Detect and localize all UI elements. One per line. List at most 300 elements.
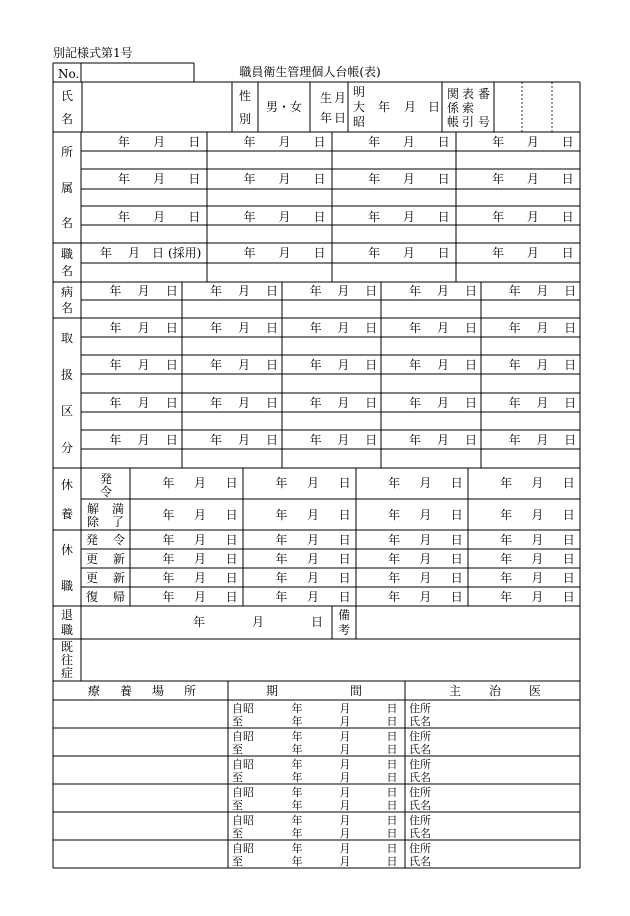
leave-date-day: 日	[338, 571, 351, 585]
no-label: No.	[58, 67, 80, 81]
disease-date-month: 月	[536, 284, 549, 298]
recuperation-date-month: 月	[194, 476, 207, 490]
leave-date-year: 年	[388, 552, 401, 566]
affiliation-date-day: 日	[437, 210, 450, 224]
handling-date-month: 月	[536, 396, 549, 410]
job-date-month: 月	[526, 246, 539, 260]
leave-date-year: 年	[388, 571, 401, 585]
handling-date-day: 日	[464, 396, 478, 410]
handling-date-year: 年	[209, 396, 223, 410]
index-label: 帳	[447, 115, 460, 129]
retirement-label: 退	[60, 608, 74, 623]
doctor-address-label: 住所	[409, 702, 431, 715]
recuperation-date-month: 月	[419, 508, 432, 522]
affiliation-date-month: 月	[278, 172, 291, 186]
disease-date-month: 月	[237, 284, 251, 298]
name-label: 氏	[60, 88, 74, 103]
period-month: 月	[339, 730, 351, 743]
disease-label: 病	[60, 285, 74, 299]
birth-year-unit: 年	[378, 100, 391, 114]
handling-date-month: 月	[237, 358, 251, 372]
leave-date-day: 日	[562, 571, 575, 585]
recuperation-date-month: 月	[531, 476, 544, 490]
period-to: 至	[232, 771, 243, 784]
period-month: 月	[339, 855, 351, 868]
job-date-year: 年	[99, 246, 113, 260]
doctor-address-label: 住所	[409, 786, 431, 799]
handling-date-day: 日	[365, 433, 378, 447]
job-date-day: 日	[313, 246, 326, 260]
disease-date-year: 年	[109, 284, 122, 298]
job-date-day: 日	[561, 246, 574, 260]
leave-date-year: 年	[275, 552, 288, 566]
period-year: 年	[291, 827, 303, 840]
period-year: 年	[291, 786, 303, 799]
leave-date-month: 月	[307, 552, 320, 566]
leave-date-day: 日	[450, 571, 463, 585]
leave-date-month: 月	[419, 590, 432, 604]
era-label: 大	[353, 100, 366, 114]
affiliation-date-year: 年	[492, 172, 505, 186]
bottom-header: 所	[183, 684, 197, 698]
leave-row-label: 発	[85, 533, 99, 547]
recuperation-date-day: 日	[562, 508, 575, 522]
affiliation-date-month: 月	[153, 172, 166, 186]
affiliation-date-year: 年	[117, 172, 130, 186]
handling-date-day: 日	[464, 321, 478, 335]
recuperation-label: 休	[60, 477, 74, 492]
period-month: 月	[339, 814, 351, 827]
affiliation-date-month: 月	[526, 172, 539, 186]
job-hire-label: (採用)	[168, 246, 202, 260]
handling-date-year: 年	[209, 433, 223, 447]
affiliation-date-month: 月	[402, 172, 415, 186]
job-date-month: 月	[278, 246, 291, 260]
job-date-year: 年	[243, 246, 256, 260]
bottom-header: 療	[87, 684, 101, 698]
handling-date-month: 月	[337, 358, 350, 372]
handling-date-year: 年	[508, 321, 521, 335]
handling-date-month: 月	[337, 396, 350, 410]
affiliation-date-day: 日	[188, 172, 201, 186]
handling-date-year: 年	[109, 433, 122, 447]
affiliation-date-day: 日	[188, 135, 201, 149]
period-to: 至	[232, 827, 243, 840]
disease-date-day: 日	[365, 284, 378, 298]
recuperation-date-year: 年	[162, 476, 175, 490]
job-label: 職	[60, 246, 74, 261]
leave-row-label: 新	[112, 552, 126, 566]
period-from: 自昭	[232, 786, 254, 799]
remarks-label: 備	[337, 608, 351, 623]
period-month: 月	[339, 786, 351, 799]
affiliation-date-day: 日	[437, 135, 450, 149]
affiliation-date-month: 月	[278, 135, 291, 149]
job-date-year: 年	[492, 246, 505, 260]
recuperation-date-day: 日	[225, 476, 238, 490]
handling-date-month: 月	[237, 396, 251, 410]
recuperation-date-day: 日	[450, 476, 463, 490]
history-label: 症	[60, 665, 74, 680]
handling-date-month: 月	[536, 433, 549, 447]
name-label: 名	[60, 111, 74, 126]
leave-date-month: 月	[194, 571, 207, 585]
handling-date-day: 日	[365, 321, 378, 335]
leave-date-month: 月	[307, 590, 320, 604]
period-to: 至	[232, 855, 243, 868]
leave-date-year: 年	[162, 552, 175, 566]
leave-date-year: 年	[162, 571, 175, 585]
handling-date-month: 月	[536, 358, 549, 372]
disease-date-year: 年	[508, 284, 521, 298]
leave-date-month: 月	[419, 533, 432, 547]
retirement-day: 日	[310, 615, 324, 629]
affiliation-date-day: 日	[313, 172, 326, 186]
leave-row-label: 復	[85, 590, 99, 604]
doctor-address-label: 住所	[409, 842, 431, 855]
leave-date-year: 年	[275, 533, 288, 547]
recuperation-date-day: 日	[338, 476, 351, 490]
index-label: 番	[478, 87, 491, 101]
index-label: 索	[462, 101, 475, 115]
handling-date-year: 年	[109, 358, 122, 372]
leave-date-day: 日	[450, 552, 463, 566]
leave-date-year: 年	[162, 590, 175, 604]
sex-value: 男・女	[265, 100, 303, 114]
leave-row-label: 令	[112, 533, 126, 547]
doctor-name-label: 氏名	[409, 799, 431, 812]
leave-row-label: 帰	[112, 590, 126, 604]
retirement-year: 年	[192, 615, 206, 629]
period-day: 日	[386, 702, 398, 715]
affiliation-date-year: 年	[243, 135, 256, 149]
doctor-name-label: 氏名	[409, 855, 431, 868]
affiliation-date-month: 月	[402, 135, 415, 149]
handling-date-year: 年	[508, 396, 521, 410]
disease-date-month: 月	[436, 284, 450, 298]
disease-date-day: 日	[564, 284, 577, 298]
period-day: 日	[386, 842, 398, 855]
leave-date-day: 日	[450, 590, 463, 604]
recuperation-release: 解	[86, 502, 100, 516]
leave-date-year: 年	[500, 552, 513, 566]
period-day: 日	[386, 799, 398, 812]
leave-date-year: 年	[500, 533, 513, 547]
doctor-address-label: 住所	[409, 758, 431, 771]
bottom-header: 主	[448, 684, 462, 698]
period-from: 自昭	[232, 702, 254, 715]
period-day: 日	[386, 827, 398, 840]
handling-date-year: 年	[408, 321, 422, 335]
recuperation-order: 令	[99, 485, 113, 499]
retirement-label: 職	[60, 622, 74, 637]
leave-date-day: 日	[562, 590, 575, 604]
leave-date-month: 月	[194, 533, 207, 547]
leave-date-day: 日	[225, 590, 238, 604]
handling-date-day: 日	[265, 396, 279, 410]
recuperation-date-year: 年	[500, 476, 513, 490]
bottom-header: 場	[151, 684, 165, 698]
period-from: 自昭	[232, 758, 254, 771]
handling-date-month: 月	[436, 433, 450, 447]
leave-date-day: 日	[338, 533, 351, 547]
handling-date-day: 日	[265, 433, 279, 447]
period-year: 年	[291, 758, 303, 771]
index-label: 号	[478, 115, 491, 129]
handling-date-day: 日	[165, 358, 178, 372]
handling-date-month: 月	[137, 433, 150, 447]
history-label: 既	[60, 640, 74, 655]
leave-date-year: 年	[162, 533, 175, 547]
affiliation-date-day: 日	[561, 210, 574, 224]
job-date-month: 月	[402, 246, 415, 260]
recuperation-date-year: 年	[388, 476, 401, 490]
index-label: 表	[462, 87, 475, 101]
leave-date-day: 日	[225, 571, 238, 585]
handling-label: 扱	[60, 367, 74, 382]
handling-date-year: 年	[309, 321, 322, 335]
leave-date-day: 日	[338, 590, 351, 604]
handling-date-month: 月	[237, 321, 251, 335]
period-from: 自昭	[232, 730, 254, 743]
disease-date-year: 年	[309, 284, 322, 298]
bottom-header: 間	[349, 684, 363, 698]
disease-date-year: 年	[209, 284, 223, 298]
handling-date-year: 年	[109, 321, 122, 335]
handling-date-day: 日	[265, 321, 279, 335]
job-label: 名	[60, 264, 74, 279]
period-from: 自昭	[232, 814, 254, 827]
leave-date-month: 月	[419, 552, 432, 566]
period-from: 自昭	[232, 842, 254, 855]
recuperation-date-month: 月	[307, 476, 320, 490]
disease-label: 名	[60, 301, 74, 315]
period-day: 日	[386, 758, 398, 771]
era-label: 明	[353, 85, 366, 99]
recuperation-date-month: 月	[307, 508, 320, 522]
recuperation-date-year: 年	[275, 508, 288, 522]
disease-date-day: 日	[265, 284, 279, 298]
job-date-year: 年	[368, 246, 381, 260]
period-month: 月	[339, 771, 351, 784]
affiliation-date-day: 日	[313, 210, 326, 224]
doctor-address-label: 住所	[409, 814, 431, 827]
history-label: 往	[60, 653, 74, 667]
job-date-month: 月	[127, 246, 141, 260]
recuperation-release: 除	[86, 515, 100, 529]
retirement-month: 月	[251, 615, 265, 629]
period-year: 年	[291, 771, 303, 784]
disease-date-day: 日	[165, 284, 178, 298]
affiliation-date-year: 年	[492, 135, 505, 149]
leave-date-month: 月	[531, 571, 544, 585]
affiliation-date-year: 年	[368, 135, 381, 149]
handling-date-year: 年	[408, 396, 422, 410]
handling-date-day: 日	[564, 433, 577, 447]
handling-date-month: 月	[436, 396, 450, 410]
handling-date-day: 日	[564, 396, 577, 410]
period-year: 年	[291, 842, 303, 855]
handling-date-day: 日	[464, 358, 478, 372]
affiliation-label: 属	[60, 180, 74, 195]
recuperation-release: 了	[111, 515, 125, 529]
handling-date-day: 日	[464, 433, 478, 447]
bottom-header: 医	[528, 684, 542, 698]
affiliation-date-year: 年	[243, 172, 256, 186]
handling-date-month: 月	[237, 433, 251, 447]
affiliation-label: 名	[60, 216, 74, 231]
period-day: 日	[386, 715, 398, 728]
handling-label: 区	[60, 404, 74, 419]
handling-date-year: 年	[109, 396, 122, 410]
birth-label: 日	[334, 111, 347, 125]
sex-label: 性	[238, 88, 252, 103]
recuperation-date-month: 月	[194, 508, 207, 522]
affiliation-date-month: 月	[526, 210, 539, 224]
recuperation-date-year: 年	[275, 476, 288, 490]
doctor-name-label: 氏名	[409, 715, 431, 728]
leave-label: 職	[60, 579, 74, 593]
recuperation-order: 発	[99, 472, 113, 486]
bottom-header: 期	[265, 684, 279, 698]
handling-date-year: 年	[408, 358, 422, 372]
period-to: 至	[232, 743, 243, 756]
handling-date-year: 年	[508, 433, 521, 447]
leave-date-day: 日	[562, 552, 575, 566]
period-month: 月	[339, 827, 351, 840]
handling-date-month: 月	[436, 358, 450, 372]
leave-date-day: 日	[562, 533, 575, 547]
leave-date-month: 月	[531, 552, 544, 566]
handling-label: 取	[60, 331, 74, 346]
leave-row-label: 新	[112, 571, 126, 585]
handling-date-year: 年	[309, 433, 322, 447]
recuperation-date-day: 日	[562, 476, 575, 490]
handling-date-day: 日	[165, 321, 178, 335]
leave-date-month: 月	[531, 590, 544, 604]
leave-date-day: 日	[450, 533, 463, 547]
period-year: 年	[291, 799, 303, 812]
period-day: 日	[386, 855, 398, 868]
period-month: 月	[339, 743, 351, 756]
period-day: 日	[386, 771, 398, 784]
affiliation-date-year: 年	[492, 210, 505, 224]
handling-date-year: 年	[508, 358, 521, 372]
handling-date-day: 日	[265, 358, 279, 372]
affiliation-date-day: 日	[561, 172, 574, 186]
recuperation-date-month: 月	[531, 508, 544, 522]
period-year: 年	[291, 855, 303, 868]
doctor-name-label: 氏名	[409, 827, 431, 840]
recuperation-date-year: 年	[162, 508, 175, 522]
period-day: 日	[386, 786, 398, 799]
recuperation-date-year: 年	[500, 508, 513, 522]
handling-label: 分	[60, 440, 74, 455]
affiliation-date-day: 日	[437, 172, 450, 186]
form-label: 別記様式第1号	[53, 46, 133, 60]
handling-date-day: 日	[165, 396, 178, 410]
period-day: 日	[386, 743, 398, 756]
affiliation-date-month: 月	[402, 210, 415, 224]
bottom-header: 治	[488, 684, 502, 698]
sex-label: 別	[238, 111, 252, 126]
handling-date-month: 月	[137, 396, 150, 410]
handling-date-day: 日	[365, 396, 378, 410]
doctor-name-label: 氏名	[409, 771, 431, 784]
leave-date-year: 年	[275, 590, 288, 604]
recuperation-date-year: 年	[388, 508, 401, 522]
period-year: 年	[291, 702, 303, 715]
period-month: 月	[339, 799, 351, 812]
bottom-header: 養	[119, 684, 133, 698]
handling-date-day: 日	[564, 321, 577, 335]
affiliation-date-day: 日	[561, 135, 574, 149]
affiliation-date-month: 月	[153, 135, 166, 149]
affiliation-label: 所	[60, 144, 74, 159]
leave-date-year: 年	[500, 571, 513, 585]
handling-date-day: 日	[365, 358, 378, 372]
index-label: 関	[447, 87, 460, 101]
affiliation-date-year: 年	[368, 172, 381, 186]
doctor-name-label: 氏名	[409, 743, 431, 756]
leave-date-month: 月	[307, 533, 320, 547]
affiliation-date-day: 日	[313, 135, 326, 149]
remarks-label: 考	[337, 622, 351, 637]
handling-date-month: 月	[337, 321, 350, 335]
period-month: 月	[339, 758, 351, 771]
affiliation-date-year: 年	[117, 210, 130, 224]
job-date-day: 日	[151, 246, 165, 260]
recuperation-release: 満	[111, 502, 125, 516]
index-label: 引	[462, 115, 475, 129]
leave-date-day: 日	[225, 552, 238, 566]
affiliation-date-day: 日	[188, 210, 201, 224]
period-month: 月	[339, 702, 351, 715]
disease-date-year: 年	[408, 284, 422, 298]
handling-date-month: 月	[436, 321, 450, 335]
handling-date-month: 月	[137, 358, 150, 372]
leave-date-month: 月	[419, 571, 432, 585]
period-year: 年	[291, 743, 303, 756]
affiliation-date-month: 月	[153, 210, 166, 224]
handling-date-year: 年	[408, 433, 422, 447]
affiliation-date-month: 月	[278, 210, 291, 224]
period-day: 日	[386, 814, 398, 827]
recuperation-date-day: 日	[338, 508, 351, 522]
leave-row-label: 更	[85, 571, 99, 585]
index-label: 係	[447, 101, 460, 115]
period-to: 至	[232, 715, 243, 728]
handling-date-year: 年	[209, 321, 223, 335]
birth-label: 生	[320, 91, 333, 105]
leave-date-month: 月	[194, 590, 207, 604]
recuperation-label: 養	[60, 506, 74, 521]
leave-date-year: 年	[388, 533, 401, 547]
leave-date-day: 日	[225, 533, 238, 547]
period-day: 日	[386, 730, 398, 743]
recuperation-date-day: 日	[225, 508, 238, 522]
affiliation-date-year: 年	[243, 210, 256, 224]
handling-date-month: 月	[536, 321, 549, 335]
disease-date-day: 日	[464, 284, 478, 298]
period-year: 年	[291, 715, 303, 728]
affiliation-date-year: 年	[117, 135, 130, 149]
leave-date-month: 月	[531, 533, 544, 547]
disease-date-month: 月	[337, 284, 350, 298]
period-month: 月	[339, 842, 351, 855]
leave-date-day: 日	[338, 552, 351, 566]
birth-month-unit: 月	[404, 100, 417, 114]
